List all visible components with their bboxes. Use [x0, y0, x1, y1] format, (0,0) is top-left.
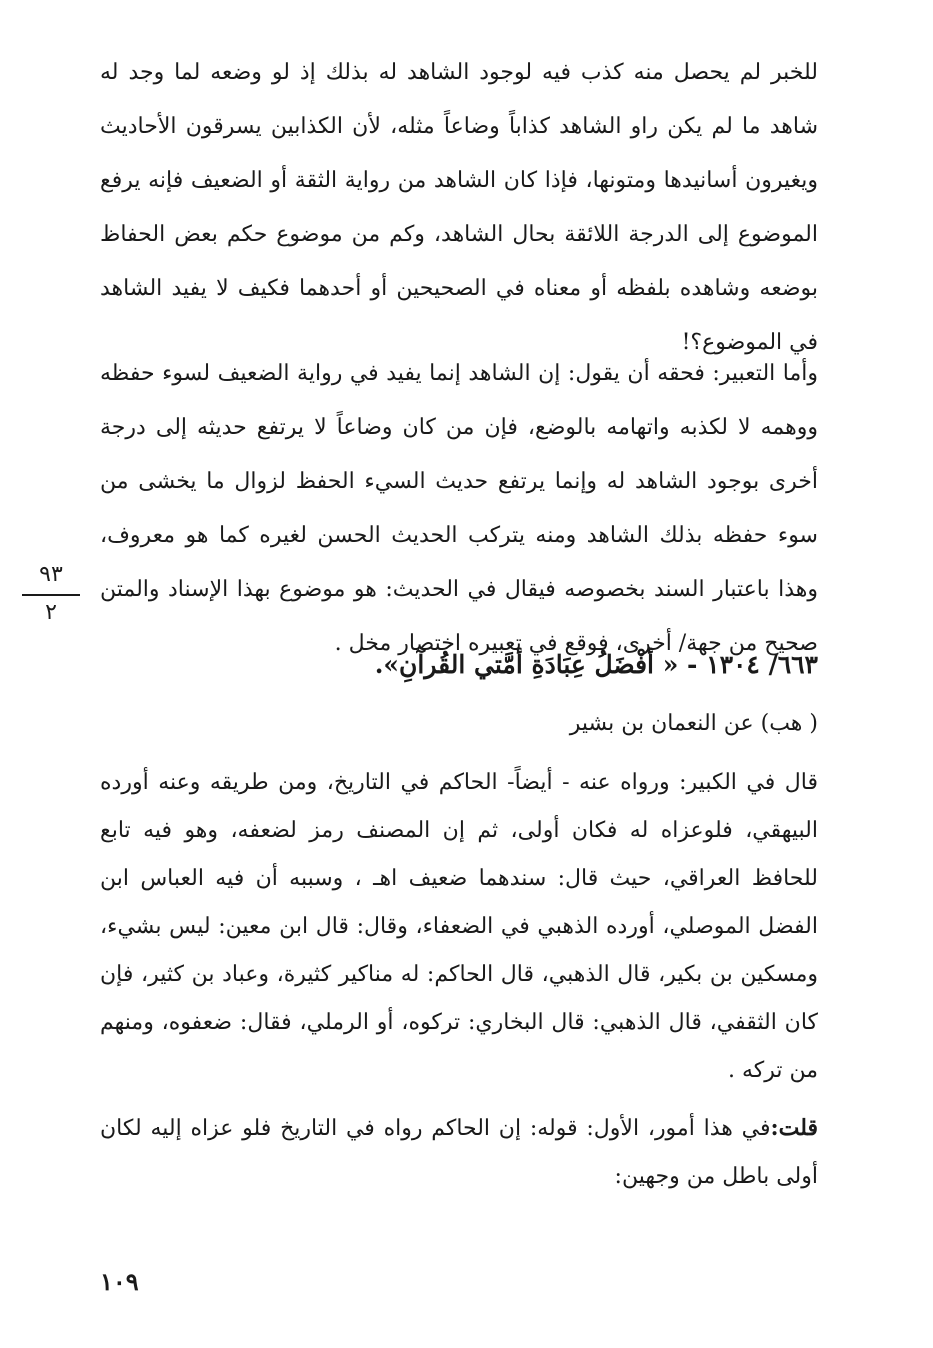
paragraph-block-1	[100, 46, 818, 370]
margin-reference-rule	[22, 594, 80, 596]
paragraph-block-3	[100, 759, 818, 1095]
paragraph-4-text: في هذا أمور، الأول: قوله: إن الحاكم رواه في التاريخ فلو عزاه إليه لكان أولى باطل من وجهين:	[100, 1116, 818, 1189]
paragraph-2: وأما التعبير: فحقه أن يقول: إن الشاهد إنما يفيد في رواية الضعيف لسوء حفظه ووهمه لا لكذبه واتهامه بالوضع، فإن من كان وضاعاً لا يرتفع حديثه إلى درجة أخرى بوجود الشاهد له وإنما يرتفع حديث السيء الحفظ لزوال ما يخشى من سوء حفظه بذلك الشاهد ومنه يتركب الحديث الحسن لغيره كما هو معروف، وهذا باعتبار السند بخصوصه فيقال في الحديث: هو موضوع بهذا الإسناد والمتن صحيح من جهة/ أخرى، فوقع في تعبيره اختصار مخل .	[100, 361, 818, 656]
margin-reference-bottom: ٢	[45, 600, 57, 625]
paragraph-block-2	[100, 347, 818, 671]
margin-reference	[22, 560, 80, 628]
paragraph-1: للخبر لم يحصل منه كذب فيه لوجود الشاهد له بذلك إذ لو وضعه لما وجد له شاهد ما لم يكن راو الشاهد كذاباً وضاعاً مثله، لأن الكذابين يسرقون الأحاديث ويغيرون أسانيدها ومتونها، فإذا كان الشاهد من رواية الثقة أو الضعيف فإنه يرفع الموضوع إلى الدرجة اللائقة بحال الشاهد، وكم من موضوع حكم بعض الحفاظ بوضعه وشاهده بلفظه أو معناه في الصحيحين أو أحدهما فكيف لا يفيد الشاهد في الموضوع؟!	[100, 60, 818, 355]
paragraph-4-lead: قلت:	[770, 1115, 818, 1141]
hadith-reference: ٦٦٣/ ١٣٠٤ -	[687, 650, 818, 679]
paragraph-4	[100, 1104, 818, 1201]
paragraph-3: قال في الكبير: ورواه عنه - أيضاً- الحاكم في التاريخ، ومن طريقه وعنه أورده البيهقي، فلوعزاه له فكان أولى، ثم إن المصنف رمز لضعفه، وهو فيه تابع للحافظ العراقي، حيث قال: سندهما ضعيف اهـ ، وسببه أن فيه العباس ابن الفضل الموصلي، أورده الذهبي في الضعفاء، وقال: قال ابن معين: ليس بشيء، ومسكين بن بكير، قال الذهبي، قال الحاكم: له مناكير كثيرة، وعباد بن كثير، فإن كان الثقفي، قال الذهبي: قال البخاري: تركوه، أو الرملي، فقال: ضعفوه، ومنهم من تركه .	[100, 770, 818, 1083]
hadith-source: ( هب) عن النعمان بن بشير	[569, 711, 818, 736]
paragraph-block-4	[100, 1104, 818, 1201]
hadith-text: « أفْضَلُ عِبَادَةِ أمَّتي القُرآنِ».	[374, 650, 679, 679]
hadith-heading	[100, 640, 818, 690]
page-number: ١٠٩	[100, 1267, 139, 1296]
margin-reference-top: ٩٣	[39, 562, 63, 587]
